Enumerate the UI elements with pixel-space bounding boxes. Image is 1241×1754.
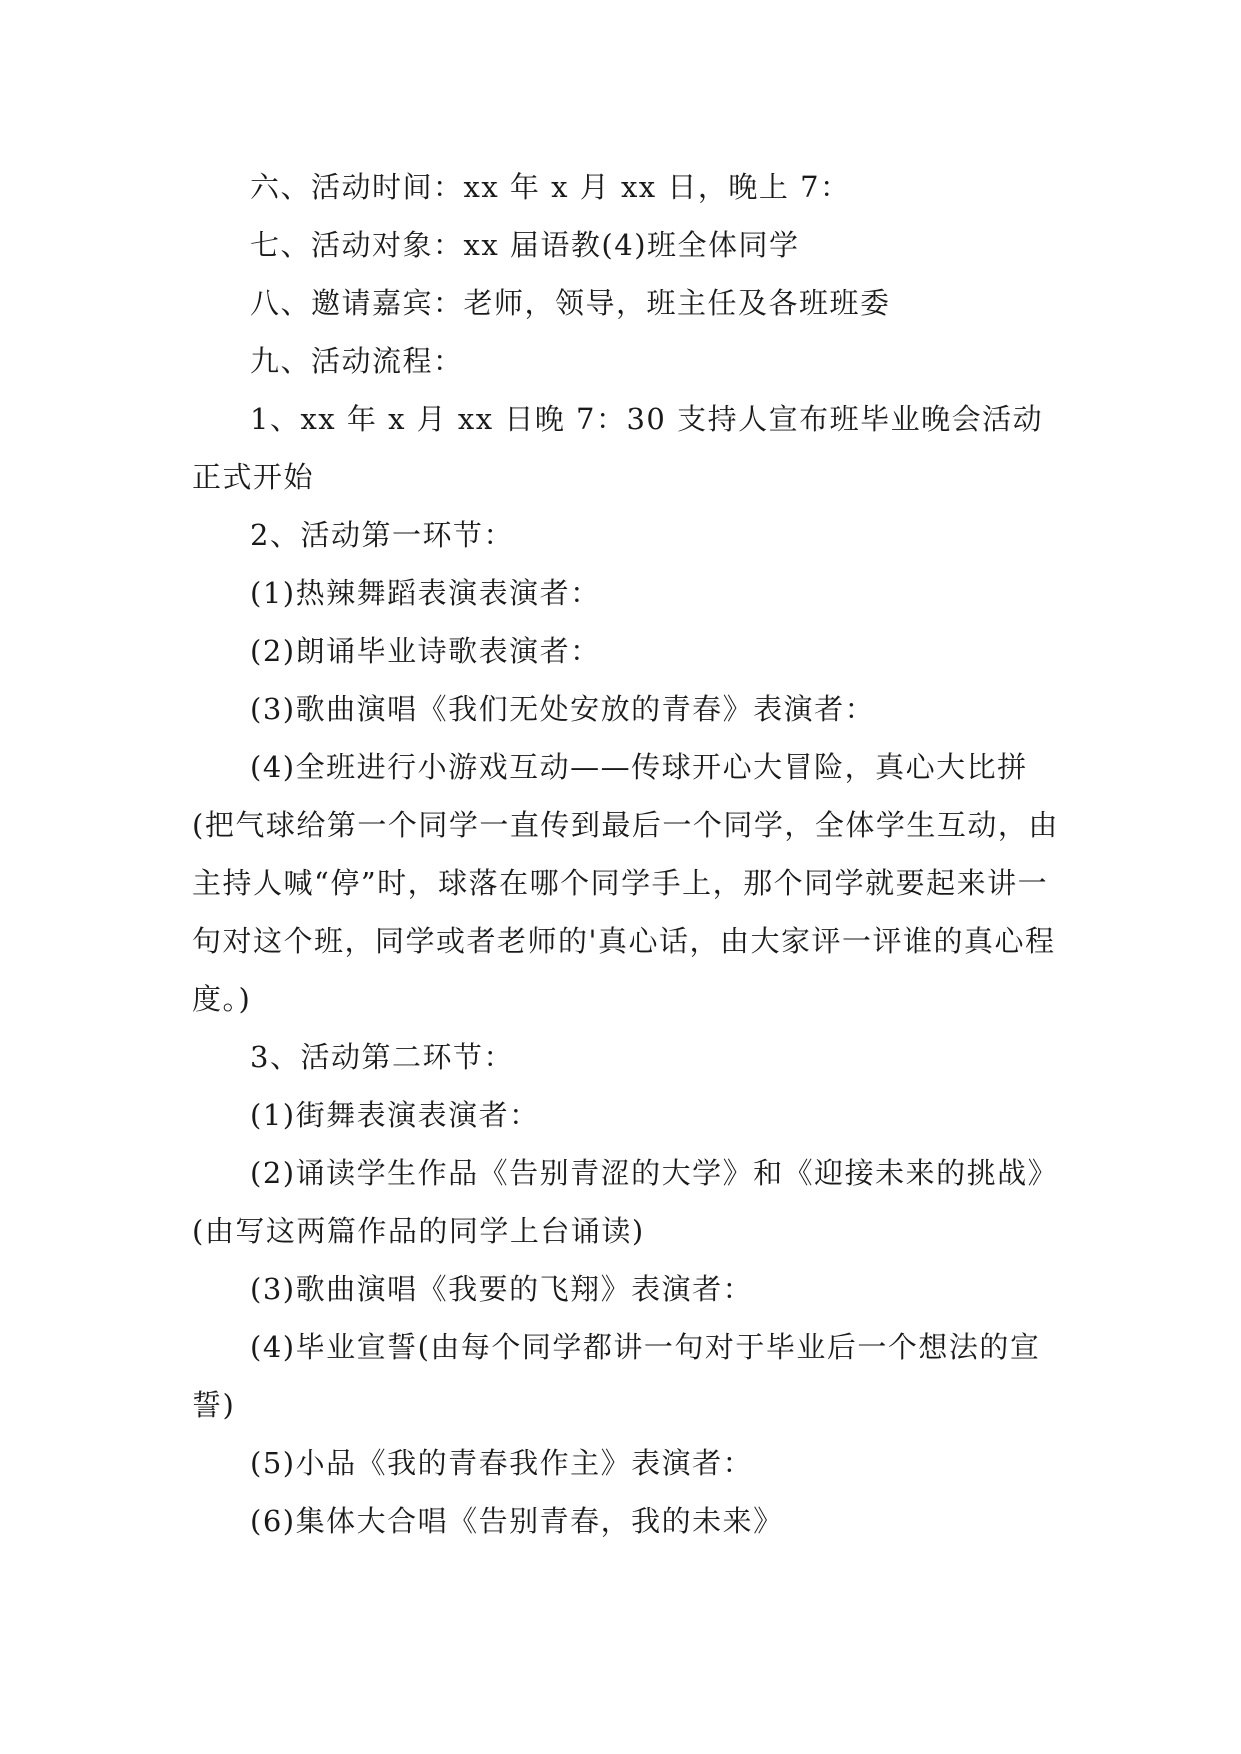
paragraph-step-2-item-2: (2)朗诵毕业诗歌表演者：	[250, 634, 601, 668]
paragraph-step-3-item-1: (1)街舞表演表演者：	[250, 1098, 540, 1132]
paragraph-activity-target: 七、活动对象：xx 届语教(4)班全体同学	[250, 228, 800, 262]
paragraph-step-2-item-1: (1)热辣舞蹈表演表演者：	[250, 576, 601, 610]
document-body	[192, 158, 1062, 1550]
paragraph-step-2-heading: 2、活动第一环节：	[250, 518, 514, 552]
paragraph-step-2-item-4: (4)全班进行小游戏互动——传球开心大冒险，真心大比拼(把气球给第一个同学一直传到最后一个同学，全体学生互动，由主持人喊“停”时，球落在哪个同学手上，那个同学就要起来讲一句对这个班，同学或者老师的'真心话，由大家评一评谁的真心程度。)	[192, 750, 1059, 1016]
paragraph-step-3-item-5: (5)小品《我的青春我作主》表演者：	[250, 1446, 754, 1480]
paragraph-activity-process-heading: 九、活动流程：	[250, 344, 464, 378]
paragraph-step-3-heading: 3、活动第二环节：	[250, 1040, 514, 1074]
paragraph-activity-time: 六、活动时间：xx 年 x 月 xx 日，晚上 7：	[250, 170, 851, 204]
paragraph-step-2-item-3: (3)歌曲演唱《我们无处安放的青春》表演者：	[250, 692, 876, 726]
paragraph-step-3-item-6: (6)集体大合唱《告别青春，我的未来》	[250, 1504, 784, 1538]
paragraph-step-1: 1、xx 年 x 月 xx 日晚 7：30 支持人宣布班毕业晚会活动正式开始	[192, 402, 1044, 494]
paragraph-step-3-item-3: (3)歌曲演唱《我要的飞翔》表演者：	[250, 1272, 754, 1306]
paragraph-step-3-item-2: (2)诵读学生作品《告别青涩的大学》和《迎接未来的挑战》(由写这两篇作品的同学上台诵读)	[192, 1156, 1059, 1248]
paragraph-step-3-item-4: (4)毕业宣誓(由每个同学都讲一句对于毕业后一个想法的宣誓)	[192, 1330, 1041, 1422]
paragraph-invited-guests: 八、邀请嘉宾：老师，领导，班主任及各班班委	[250, 286, 891, 320]
